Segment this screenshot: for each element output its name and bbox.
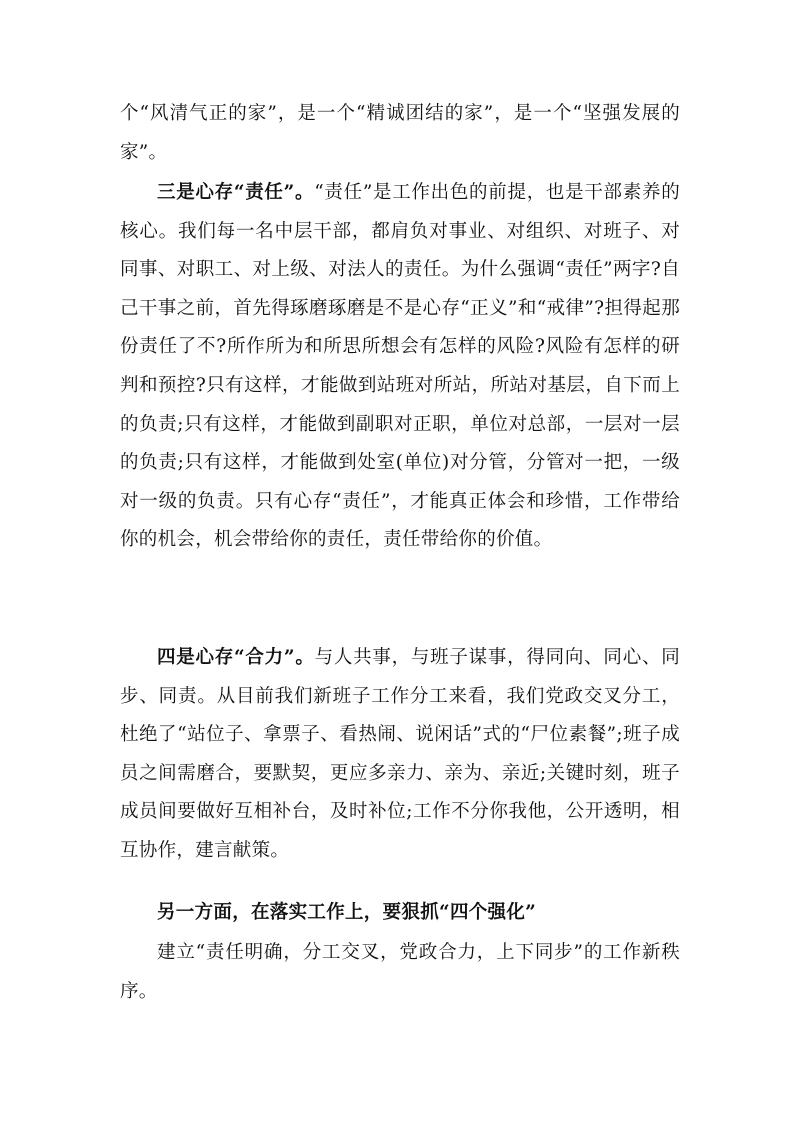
other-aspect-heading-text: 另一方面，在落实工作上，要狠抓“四个强化” bbox=[157, 902, 537, 923]
responsibility-lead: 三是心存“责任”。 bbox=[157, 182, 315, 203]
responsibility-body: “责任”是工作出色的前提，也是干部素养的核心。我们每一名中层干部，都肩负对事业、对组织、对班子、对同事、对职工、对上级、对法人的责任。为什么强调“责任”两字?自己干事之前，首先得琢磨琢磨是不是心存“正义”和“戒律”?担得起那份责任了不?所作所为和所思所想会有怎样的风险?风险有怎样的研判和预控?只有这样，才能做到站班对所站，所站对基层，自下而上的负责;只有这样，才能做到副职对正职，单位对总部，一层对一层的负责;只有这样，才能做到处室(单位)对分管，分管对一把，一级对一级的负责。只有心存“责任”，才能真正体会和珍惜，工作带给你的机会，机会带给你的责任，责任带给你的价值。 bbox=[120, 182, 681, 551]
continuation-paragraph bbox=[120, 95, 680, 172]
responsibility-paragraph bbox=[120, 174, 680, 560]
establish-text: 建立“责任明确，分工交叉，党政合力，上下同步”的工作新秩序。 bbox=[120, 942, 680, 1002]
establish-paragraph bbox=[120, 934, 680, 1011]
synergy-paragraph bbox=[120, 639, 680, 871]
synergy-lead: 四是心存“合力”。 bbox=[157, 647, 315, 668]
continuation-text: 个“风清气正的家”，是一个“精诚团结的家”，是一个“坚强发展的家”。 bbox=[120, 103, 680, 163]
synergy-body: 与人共事，与班子谋事，得同向、同心、同步、同责。从目前我们新班子工作分工来看，我们党政交叉分工，杜绝了“站位子、拿票子、看热闹、说闲话”式的“尸位素餐”;班子成员之间需磨合，要默契，更应多亲力、亲为、亲近;关键时刻，班子成员间要做好互相补台，及时补位;工作不分你我他，公开透明，相互协作，建言献策。 bbox=[120, 647, 681, 861]
other-aspect-heading bbox=[120, 894, 680, 933]
responsibility-text bbox=[120, 174, 680, 560]
synergy-text bbox=[120, 639, 680, 871]
